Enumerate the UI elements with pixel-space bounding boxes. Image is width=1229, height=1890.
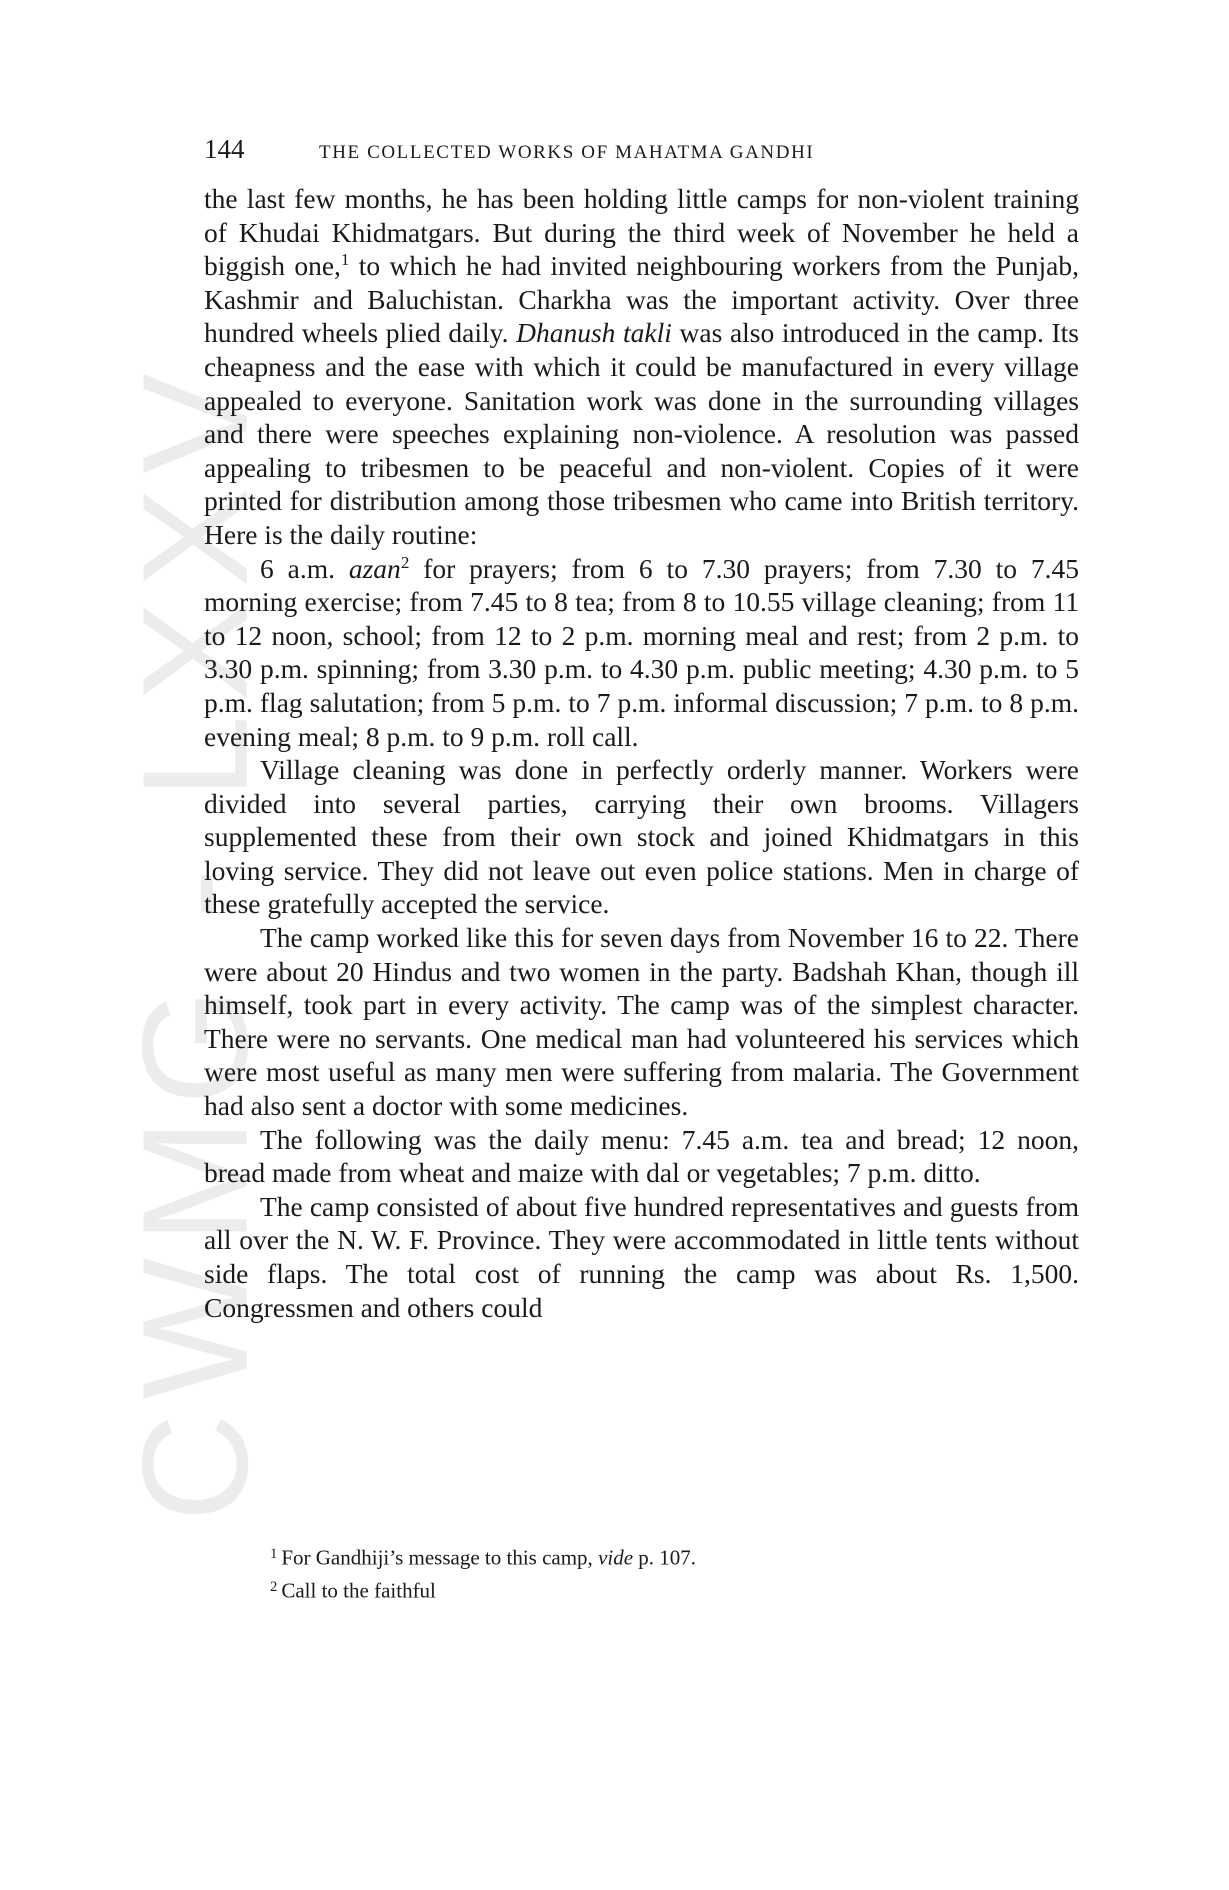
footnote-2-mark: 2 [270,1578,278,1595]
paragraph-3: Village cleaning was done in perfectly orderly manner. Workers were divided into several parties, carrying their own brooms. Villagers supplemented these from their own stock and joined Khidmatgars in this loving service. They did not leave out even police stations. Men in charge of these gratefully accepted the service. [204,754,1079,920]
watermark-text: CWMG - LXXV [110,358,279,1522]
para2-text-a: 6 a.m. [260,552,349,584]
paragraph-5: The following was the daily menu: 7.45 a.m. tea and bread; 12 noon, bread made from wheat and maize with dal or vegetables; 7 p.m. ditto. [204,1123,1079,1189]
footnote-ref-1: 1 [340,249,350,269]
para1-text-c: was also introduced in the camp. Its cheapness and the ease with which it could be manufactured in every village appealed to everyone. Sanitation work was done in the surrounding villages and there were speeches explaining non-violence. A resolution was passed appealing to tribesmen to be peaceful and non-violent. Copies of it were printed for distribution among those tribesmen who came into British territory. Here is the daily routine: [204,317,1079,550]
body-text [204,182,1079,1324]
para1-italic: Dhanush takli [516,317,672,349]
footnote-1-text-b: p. 107. [633,1545,697,1570]
footnote-1 [270,1540,1070,1573]
footnote-1-text-a: For Gandhiji’s message to this camp, [281,1545,599,1570]
footnote-1-mark: 1 [270,1546,278,1562]
paragraph-6: The camp consisted of about five hundred representatives and guests from all over the N. W. F. Province. They were accommodated in little tents without side flaps. The total cost of running the camp was about Rs. 1,500. Congressmen and others could [204,1190,1079,1323]
footnote-2 [270,1573,1070,1606]
running-head: THE COLLECTED WORKS OF MAHATMA GANDHI [319,142,815,163]
para2-text-b: for prayers; from 6 to 7.30 prayers; from 7.30 to 7.45 morning exercise; from 7.45 to 8 tea; from 8 to 10.55 village cleaning; from 11 to 12 noon, school; from 12 to 2 p.m. morning meal and rest; from 2 p.m. to 3.30 p.m. spinning; from 3.30 p.m. to 4.30 p.m. public meeting; 4.30 p.m. to 5 p.m. flag salutation; from 5 p.m. to 7 p.m. informal discussion; 7 p.m. to 8 p.m. evening meal; 8 p.m. to 9 p.m. roll call. [204,552,1079,752]
footnote-ref-2: 2 [400,552,410,572]
paragraph-4: The camp worked like this for seven days from November 16 to 22. There were about 20 Hindus and two women in the party. Badshah Khan, though ill himself, took part in every activity. The camp was of the simplest character. There were no servants. One medical man had volunteered his services which were most useful as many men were suffering from malaria. The Government had also sent a doctor with some medicines. [204,922,1079,1122]
footnote-2-text: Call to the faithful [281,1578,436,1603]
para2-italic: azan [348,552,401,584]
page-number: 144 [204,134,245,164]
paragraph-1 [204,182,1079,552]
page-header [204,134,1084,165]
footnote-1-italic: vide [598,1545,634,1570]
footnotes [270,1540,1070,1605]
paragraph-2 [204,552,1079,754]
para1-text-b: to which he had invited neighbouring workers from the Punjab, Kashmir and Baluchistan. Charkha was the important activity. Over three hundred wheels plied daily. [204,250,1079,349]
para1-text-a: the last few months, he has been holding little camps for non-violent training of Khudai Khidmatgars. But during the third week of November he held a biggish one, [204,183,1079,282]
